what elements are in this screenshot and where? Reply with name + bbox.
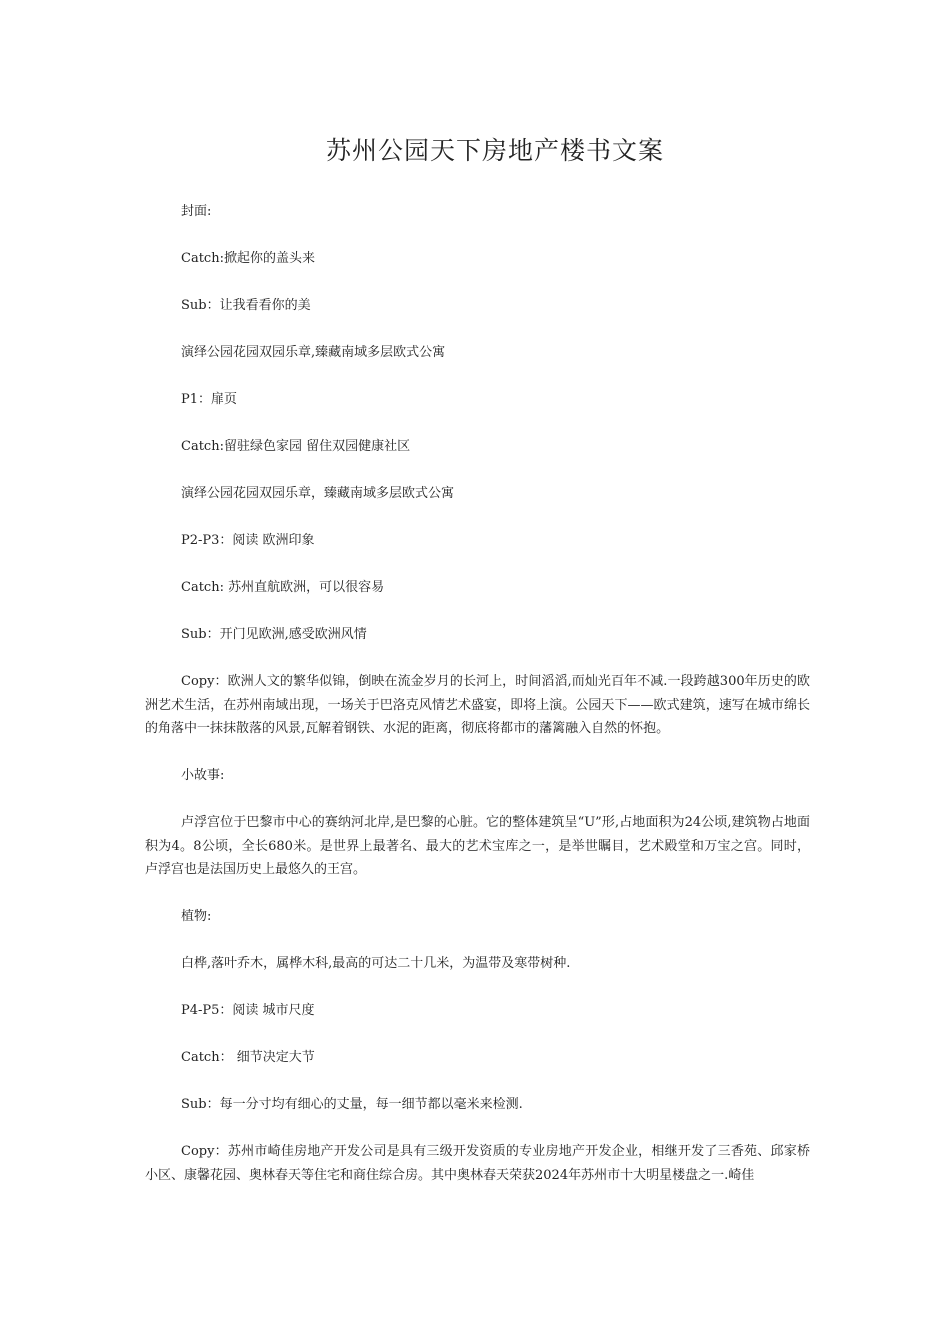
- paragraph-p4-p5-copy: Copy：苏州市崎佳房地产开发公司是具有三级开发资质的专业房地产开发企业，相继开发了三香苑、邱家桥小区、康馨花园、奥林春天等住宅和商住综合房。其中奥林春天荣获2024年苏州市十大明星楼盘之一.崎佳: [145, 1144, 810, 1183]
- paragraph-story-louvre: 卢浮宫位于巴黎市中心的赛纳河北岸,是巴黎的心脏。它的整体建筑呈“U”形,占地面积为24公顷,建筑物占地面积为4。8公顷，全长680米。是世界上最著名、最大的艺术宝库之一，是举世瞩目，艺术殿堂和万宝之宫。同时，卢浮宫也是法国历史上最悠久的王宫。: [145, 815, 810, 877]
- paragraph-cover: 封面:: [181, 204, 212, 219]
- document-title: 苏州公园天下房地产楼书文案: [325, 136, 664, 165]
- paragraph-plant-birch: 白桦,落叶乔木，属桦木科,最高的可达二十几米，为温带及寒带树种.: [181, 956, 571, 971]
- paragraph-cover-slogan: 演绎公园花园双园乐章,臻藏南域多层欧式公寓: [181, 345, 446, 360]
- paragraph-p2-p3-catch: Catch: 苏州直航欧洲，可以很容易: [181, 580, 385, 595]
- paragraph-p4-p5-heading: P4-P5：阅读 城市尺度: [181, 1003, 315, 1018]
- paragraph-plant-heading: 植物:: [181, 909, 212, 924]
- paragraph-cover-sub: Sub：让我看看你的美: [181, 298, 311, 313]
- paragraph-p1-slogan: 演绎公园花园双园乐章，臻藏南域多层欧式公寓: [181, 486, 455, 501]
- document-body: [145, 200, 810, 1211]
- paragraph-p4-p5-sub: Sub：每一分寸均有细心的丈量，每一细节都以毫米来检测.: [181, 1097, 523, 1112]
- paragraph-p1-heading: P1：扉页: [181, 392, 238, 407]
- paragraph-p2-p3-copy: Copy：欧洲人文的繁华似锦，倒映在流金岁月的长河上，时间滔滔,而灿光百年不减.一段跨越300年历史的欧洲艺术生活，在苏州南域出现，一场关于巴洛克风情艺术盛宴，即将上演。公园天下——欧式建筑，速写在城市绵长的角落中一抹抹散落的风景,瓦解着钢铁、水泥的距离，彻底将都市的藩篱融入自然的怀抱。: [145, 674, 810, 736]
- paragraph-p2-p3-sub: Sub：开门见欧洲,感受欧洲风情: [181, 627, 367, 642]
- paragraph-p4-p5-catch: Catch： 细节决定大节: [181, 1050, 315, 1065]
- paragraph-p2-p3-heading: P2-P3：阅读 欧洲印象: [181, 533, 315, 548]
- paragraph-p1-catch: Catch:留驻绿色家园 留住双园健康社区: [181, 439, 411, 454]
- paragraph-cover-catch: Catch:掀起你的盖头来: [181, 251, 315, 266]
- paragraph-story-heading: 小故事:: [181, 768, 225, 783]
